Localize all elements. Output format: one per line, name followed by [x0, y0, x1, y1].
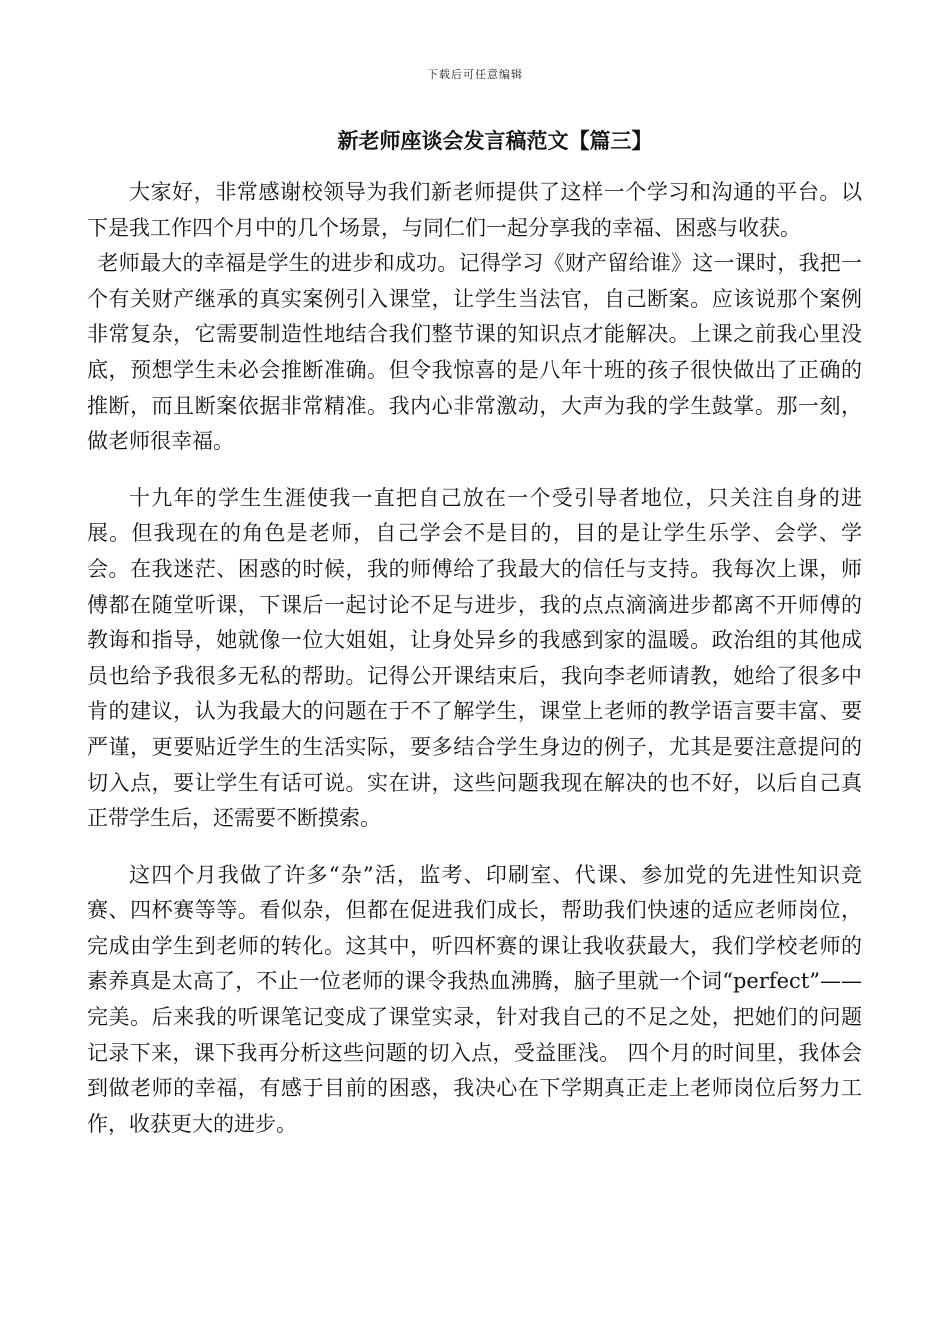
document-title: 新老师座谈会发言稿范文【篇三】: [337, 128, 653, 153]
header-note: 下载后可任意编辑: [427, 68, 523, 81]
paragraph-intro: 大家好，非常感谢校领导为我们新老师提供了这样一个学习和沟通的平台。以下是我工作四个月中的几个场景，与同仁们一起分享我的幸福、困惑与收获。: [87, 180, 862, 240]
paragraph-tasks: 这四个月我做了许多“杂”活，监考、印刷室、代课、参加党的先进性知识竞赛、四杯赛等等。看似杂，但都在促进我们成长，帮助我们快速的适应老师岗位，完成由学生到老师的转化。这其中，听四杯赛的课让我收获最大，我们学校老师的素养真是太高了，不止一位老师的课令我热血沸腾，脑子里就一个词“perfect”——完美。后来我的听课笔记变成了课堂实录，针对我自己的不足之处，把她们的问题记录下来，课下我再分析这些问题的切入点，受益匪浅。 四个月的时间里，我体会到做老师的幸福，有感于目前的困惑，我决心在下学期真正走上老师岗位后努力工作，收获更大的进步。: [87, 862, 862, 1136]
paragraph-mentor: 十九年的学生生涯使我一直把自己放在一个受引导者地位，只关注自身的进展。但我现在的角色是老师，自己学会不是目的，目的是让学生乐学、会学、学会。在我迷茫、困惑的时候，我的师傅给了我最大的信任与支持。我每次上课，师傅都在随堂听课，下课后一起讨论不足与进步，我的点点滴滴进步都离不开师傅的教诲和指导，她就像一位大姐姐，让身处异乡的我感到家的温暖。政治组的其他成员也给予我很多无私的帮助。记得公开课结束后，我向李老师请教，她给了很多中肯的建议，认为我最大的问题在于不了解学生，课堂上老师的教学语言要丰富、要严谨，更要贴近学生的生活实际，要多结合学生身边的例子，尤其是要注意提问的切入点，要让学生有话可说。实在讲，这些问题我现在解决的也不好，以后自己真正带学生后，还需要不断摸索。: [87, 485, 862, 831]
paragraph-happiness: 老师最大的幸福是学生的进步和成功。记得学习《财产留给谁》这一课时，我把一个有关财产继承的真实案例引入课堂，让学生当法官，自己断案。应该说那个案例非常复杂，它需要制造性地结合我们整节课的知识点才能解决。上课之前我心里没底，预想学生未必会推断准确。但令我惊喜的是八年十班的孩子很快做出了正确的推断，而且断案依据非常精准。我内心非常激动，大声为我的学生鼓掌。那一刻，做老师很幸福。: [87, 251, 862, 454]
document-body: [87, 175, 862, 1142]
